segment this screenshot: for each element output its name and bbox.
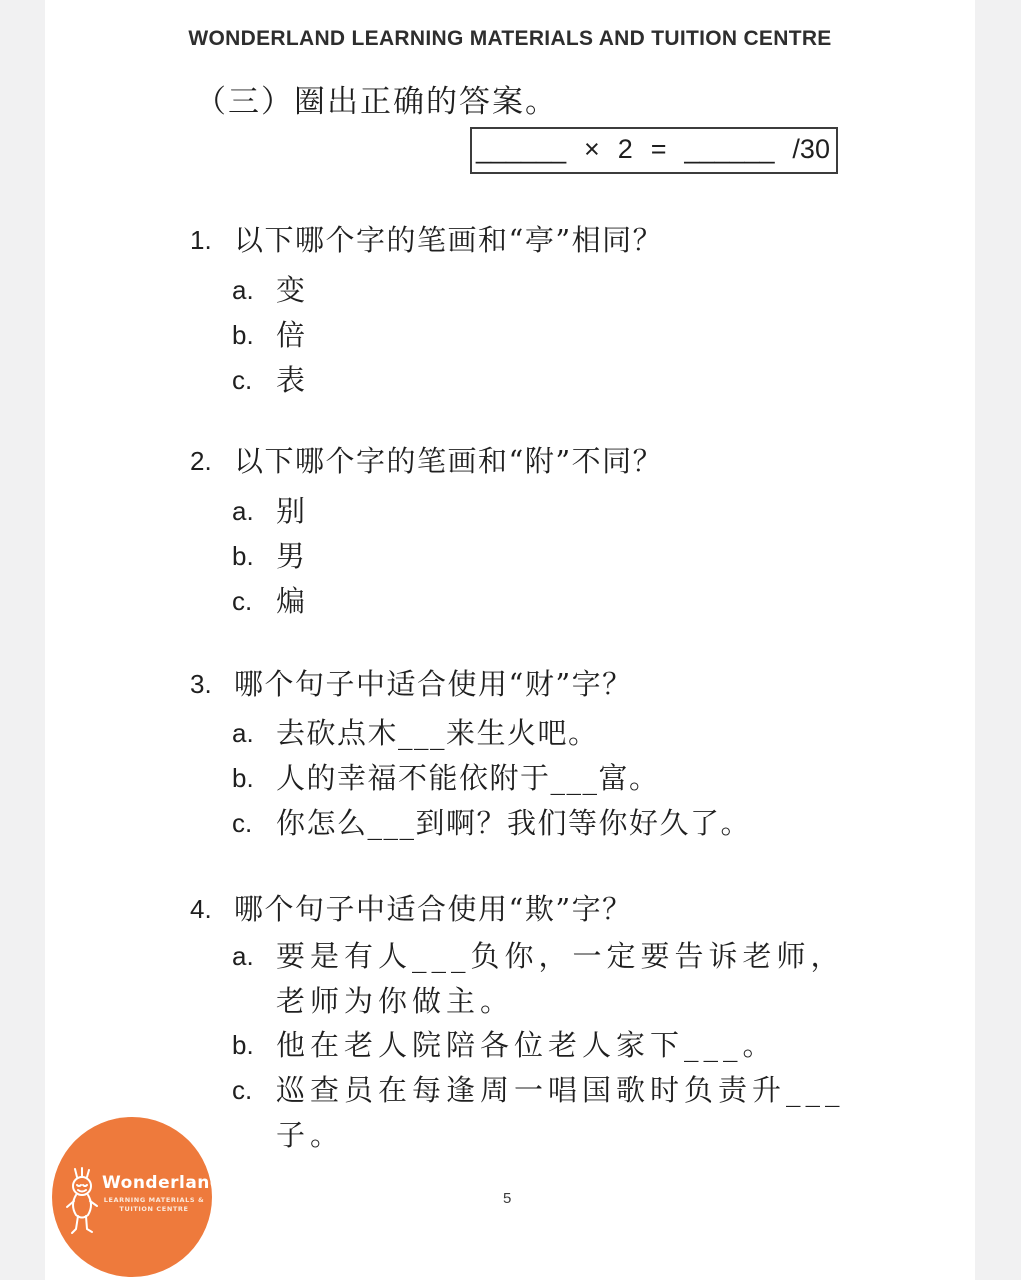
option-label: b. [232,1030,254,1060]
question-2-option-b [232,534,307,579]
option-text: 别 [276,494,307,528]
page-header: WONDERLAND LEARNING MATERIALS AND TUITION CENTRE [188,27,832,50]
question-1-option-a [232,268,307,313]
option-label: a. [232,275,254,305]
question-3-option-b [232,756,660,801]
question-3-option-a [232,711,599,756]
question-3-number: 3. [190,669,212,699]
option-label: b. [232,763,254,793]
question-1-text: 以下哪个字的笔画和“亭”相同？ [234,223,664,257]
question-1-option-b [232,313,307,358]
option-text: 表 [276,363,307,397]
question-3-text: 哪个句子中适合使用“财”字？ [234,667,633,701]
option-label: a. [232,941,254,971]
option-label: c. [232,1075,253,1105]
option-label: c. [232,365,253,395]
question-2-option-c [232,579,307,624]
wonderland-mascot-icon [64,1167,102,1239]
logo-subtitle-line2: TUITION CENTRE [119,1205,189,1213]
question-4-number: 4. [190,894,212,924]
question-4-option-a [232,934,854,1024]
option-label: a. [232,718,254,748]
logo-name: Wonderland [102,1173,223,1193]
question-2-option-a [232,489,307,534]
option-text: 要是有人___负你，一定要告诉老师，老师为你做主。 [276,939,845,1018]
option-text: 煸 [276,584,307,618]
score-blank-1: ______ [476,134,567,164]
document-page [45,0,975,1280]
question-4-stem [190,889,633,929]
score-box [470,127,838,174]
question-4-option-b [232,1023,777,1068]
question-3-stem [190,664,633,704]
score-multiplier: 2 [617,134,633,164]
option-text: 男 [276,539,307,573]
option-text: 倍 [276,318,307,352]
option-label: c. [232,808,253,838]
option-text: 变 [276,273,307,307]
option-label: b. [232,320,254,350]
option-text: 巡查员在每逢周一唱国歌时负责升___子。 [276,1073,845,1152]
option-text: 你怎么___到啊？我们等你好久了。 [276,806,752,840]
score-operator: × [584,134,600,164]
score-equals: = [650,134,667,164]
question-4-text: 哪个句子中适合使用“欺”字？ [234,892,633,926]
question-3-option-c [232,801,751,846]
logo-text-block [102,1173,223,1213]
section-title: （三）圈出正确的答案。 [195,84,558,120]
page-number: 5 [503,1190,512,1207]
option-text: 他在老人院陪各位老人家下___。 [276,1028,777,1062]
option-label: b. [232,541,254,571]
logo-subtitle-line1: LEARNING MATERIALS & [103,1196,205,1204]
question-1-option-c [232,358,307,403]
question-1-stem [190,220,663,260]
question-2-stem [190,441,663,481]
option-text: 人的幸福不能依附于___富。 [276,761,660,795]
question-2-text: 以下哪个字的笔画和“附”不同？ [234,444,664,478]
wonderland-logo [52,1117,223,1277]
option-label: a. [232,496,254,526]
score-blank-2: ______ [684,134,775,164]
question-4-option-c [232,1068,854,1158]
option-label: c. [232,586,253,616]
question-2-number: 2. [190,446,212,476]
option-text: 去砍点木___来生火吧。 [276,716,599,750]
question-1-number: 1. [190,225,212,255]
score-total: /30 [792,134,830,164]
